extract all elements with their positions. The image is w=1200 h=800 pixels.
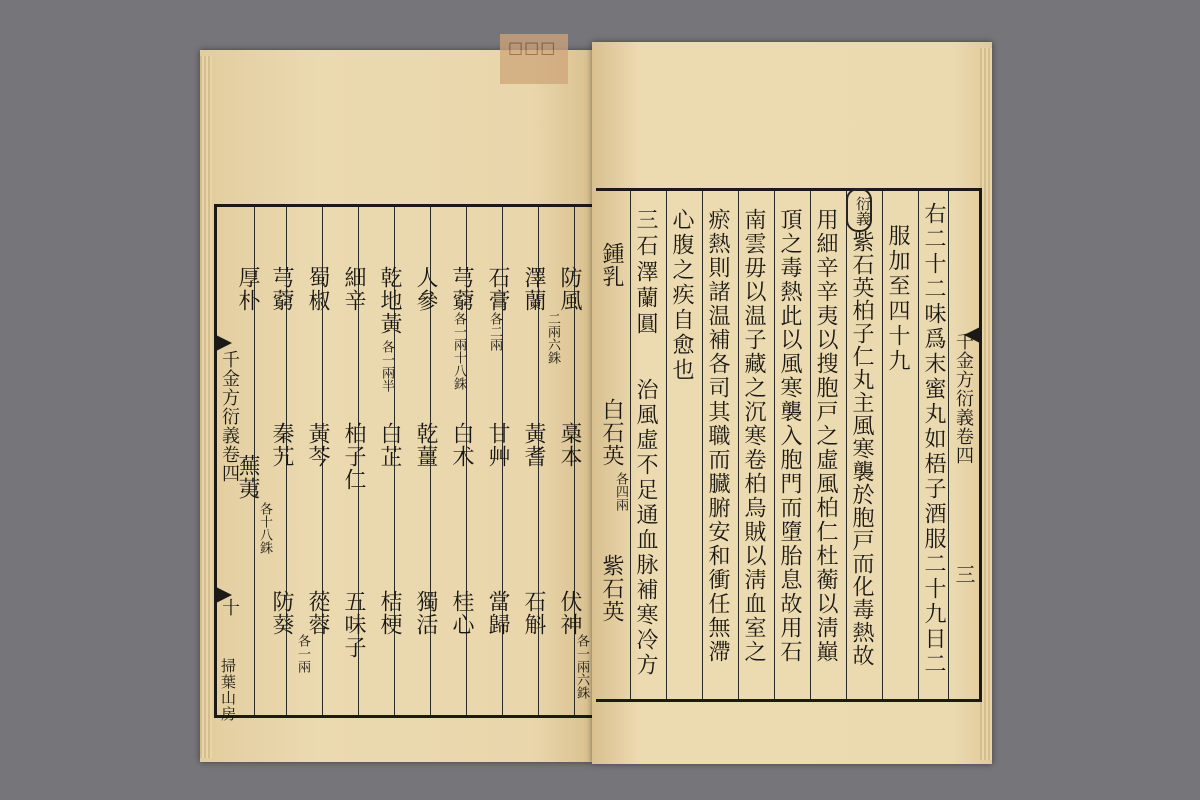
right-page: [592, 42, 992, 764]
ingredient-top-4: 芎藭: [449, 266, 474, 312]
ingredient-top-9: 芎藭: [269, 266, 294, 312]
open-book: [200, 38, 992, 764]
ingredient-note-4: 各一兩十八銖: [451, 312, 466, 390]
seal-text: □□□: [508, 38, 557, 57]
left-margin-title: 千金方衍義卷四: [219, 350, 240, 483]
formula-instruction: 右二十二味爲末蜜丸如梧子酒服二十九日二: [921, 202, 946, 677]
left-page-number: 十: [219, 598, 240, 617]
ingredient-top-8: 蜀椒: [305, 266, 330, 312]
commentary-tag: 衍義: [846, 188, 872, 232]
left-page: □□□ 千金方衍義卷四 十 掃葉山房 防風 槀本 伏神 各一兩六銖 澤蘭 二兩六銖 黃耆 石斛 石膏 各二兩 甘艸 當歸 芎藭 各一兩十八銖 白术 桂心 人參 乾薑 獨活 乾地黃 各一兩半 白芷 桔梗 細辛 柏子仁 五味子 蜀椒 黃芩 蓯蓉 芎藭 秦艽 防葵 各一兩 厚朴 蕪荑 各十八銖: [200, 50, 592, 762]
ingredient-baishiying: 白石英: [599, 398, 624, 467]
ingredient-mid-5: 乾薑: [413, 422, 438, 468]
ingredient-mid-7: 柏子仁: [341, 422, 366, 491]
collector-seal: [500, 34, 568, 84]
commentary-line-6: 心腹之疾自愈也: [669, 208, 694, 383]
ingredient-mid-10: 蕪荑: [235, 454, 260, 500]
ingredient-top-2: 澤蘭: [521, 266, 546, 312]
ingredient-bottom-6: 桔梗: [377, 590, 402, 636]
commentary-line-4: 南雲毋以温子藏之沉寒卷柏烏賊以淸血室之: [741, 208, 766, 664]
ingredient-mid-1: 槀本: [557, 422, 582, 468]
right-margin-title: 千金方衍義卷四: [953, 332, 974, 465]
publisher-name: 掃葉山房: [219, 658, 237, 722]
ingredient-top-6: 乾地黃: [377, 266, 402, 335]
ingredient-mid-9: 秦艽: [269, 422, 294, 468]
ingredient-top-5: 人參: [413, 266, 438, 312]
ingredient-top-7: 細辛: [341, 266, 366, 312]
ingredient-note-10: 各十八銖: [257, 502, 272, 554]
commentary-line-2: 用細辛辛夷以搜胞戸之虛風柏仁杜蘅以淸巔: [813, 208, 838, 664]
ingredient-note-3: 各二兩: [487, 312, 502, 351]
ingredient-bottom-2: 石斛: [521, 590, 546, 636]
ingredient-mid-4: 白术: [449, 422, 474, 468]
ingredient-mid-8: 黃芩: [305, 422, 330, 468]
ingredient-zhongru: 鍾乳: [599, 242, 624, 288]
ingredient-bottom-4: 桂心: [449, 590, 474, 636]
ingredient-bottom-7: 五味子: [341, 590, 366, 659]
ingredient-mid-3: 甘艸: [485, 422, 510, 468]
commentary-line-5: 瘀熱則諸温補各司其職而臓腑安和衝任無滯: [705, 208, 730, 664]
ingredient-bottom-8: 蓯蓉: [305, 590, 330, 636]
ingredient-note-baishiying: 各四兩: [613, 472, 628, 511]
ingredient-top-3: 石膏: [485, 266, 510, 312]
ingredient-zishiying: 紫石英: [599, 554, 624, 623]
commentary-line-3: 頂之毒熱此以風寒襲入胞門而墮胎息故用石: [777, 208, 802, 664]
ingredient-bottom-3: 當歸: [485, 590, 510, 636]
ingredient-mid-2: 黃耆: [521, 422, 546, 468]
right-page-number: 三: [952, 564, 976, 585]
ingredient-top-1: 防風: [557, 266, 582, 312]
ingredient-top-10: 厚朴: [235, 266, 260, 312]
ingredient-bottom-1: 伏神: [557, 590, 582, 636]
ingredient-mid-6: 白芷: [377, 422, 402, 468]
commentary-line-1: 紫石英柏子仁丸主風寒襲於胞戸而化毒熱故: [849, 230, 874, 667]
recipe-title: 三石澤蘭圓: [633, 208, 658, 338]
recipe-description: 治風虛不足通血脉補寒冷方: [633, 378, 658, 678]
ingredient-note-2: 二兩六銖: [545, 312, 560, 364]
dose-instruction: 服加至四十九: [885, 224, 910, 374]
ingredient-note-6: 各一兩半: [379, 340, 394, 392]
ingredient-bottom-5: 獨活: [413, 590, 438, 636]
ingredient-bottom-9: 防葵: [269, 590, 294, 636]
ingredient-note-9: 各一兩: [295, 634, 310, 673]
